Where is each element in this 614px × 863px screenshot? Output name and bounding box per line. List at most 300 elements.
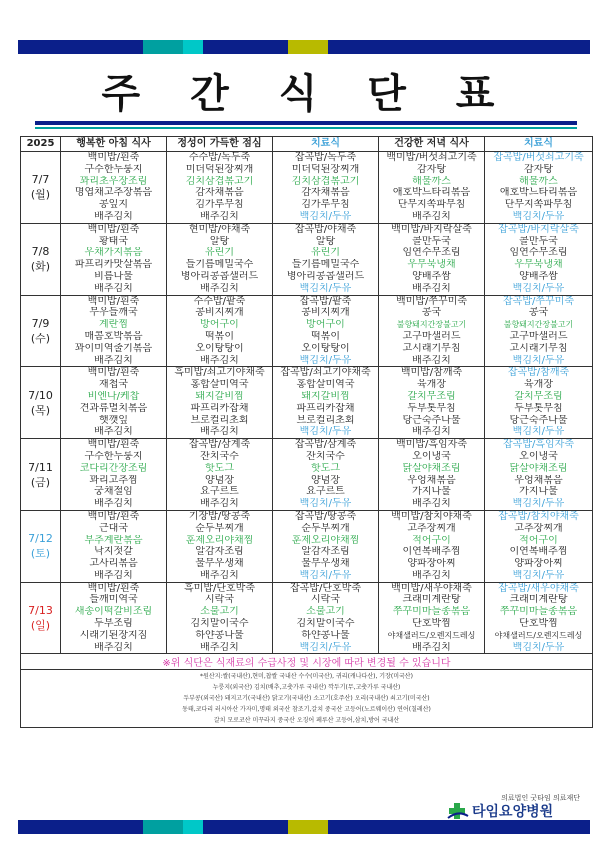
menu-item: 현미밥/야채죽 — [188, 223, 251, 235]
day-weekday: (월) — [30, 188, 51, 202]
menu-item: 갈치무조림 — [514, 390, 563, 402]
menu-item: 순두부찌개 — [195, 522, 244, 534]
origin-info — [21, 670, 593, 728]
lunch-cell — [167, 367, 273, 439]
menu-item: 물무우생채 — [195, 558, 244, 570]
day-date: 7/7 — [31, 173, 50, 187]
menu-item: 잡곡밥/흑임자죽 — [503, 439, 574, 451]
menu-item: 임연수무조림 — [509, 247, 568, 259]
menu-item: 백김치/두유 — [299, 569, 352, 581]
therapeutic-lunch-cell — [273, 223, 379, 295]
menu-item: 백김치/두유 — [299, 641, 352, 653]
menu-item: 두부조림 — [94, 618, 133, 630]
menu-item: 크래미계란탕 — [402, 594, 461, 606]
menu-item: 꽈리초우장조림 — [79, 175, 148, 187]
menu-item: 오이냉국 — [412, 450, 451, 462]
menu-item: 백김치/두유 — [512, 426, 565, 438]
menu-item: 파프리카맛살볶음 — [74, 259, 153, 271]
logo-name: 타임요양병원 — [472, 804, 554, 820]
menu-item: 잡곡밥/바지락살죽 — [498, 223, 579, 235]
header-lunch: 정성이 가득한 점심 — [167, 137, 273, 152]
day-row — [21, 223, 593, 295]
menu-item: 이연복배추찜 — [402, 546, 461, 558]
menu-item: 김치말이국수 — [296, 618, 355, 630]
menu-item: 적어구이 — [412, 534, 451, 546]
breakfast-cell — [61, 582, 167, 654]
menu-item: 떡볶이 — [205, 330, 234, 342]
menu-item: 비름나물 — [94, 270, 133, 282]
menu-item: 고추장찌개 — [407, 522, 456, 534]
day-date: 7/8 — [31, 245, 50, 259]
menu-item: 백김치/두유 — [512, 569, 565, 581]
day-row — [21, 582, 593, 654]
breakfast-cell — [61, 223, 167, 295]
menu-item: 훈제오리야채찜 — [185, 534, 254, 546]
menu-item: 두부톳무침 — [407, 402, 456, 414]
menu-item: 단무지쪽파무침 — [504, 199, 573, 211]
therapeutic-lunch-cell — [273, 295, 379, 367]
breakfast-cell — [61, 295, 167, 367]
breakfast-cell — [61, 510, 167, 582]
menu-item: 갈치무조림 — [407, 390, 456, 402]
menu-item: 잡곡밥/참깨죽 — [507, 367, 570, 379]
menu-item: 김가루무침 — [301, 199, 350, 211]
menu-item: 백미밥/바지락살죽 — [391, 223, 472, 235]
menu-item: 애호박느타리볶음 — [392, 187, 471, 199]
menu-item: 잡곡밥/야채죽 — [294, 223, 357, 235]
dinner-cell — [379, 223, 485, 295]
year-header: 2025 — [21, 137, 61, 152]
menu-item: 백미밥/흰죽 — [87, 295, 140, 307]
therapeutic-lunch-cell — [273, 582, 379, 654]
menu-item: 고추장찌개 — [514, 522, 563, 534]
menu-item: 떡볶이 — [311, 330, 340, 342]
cross-logo-icon — [446, 802, 472, 820]
menu-item: 배추김치 — [94, 210, 133, 222]
therapeutic-lunch-cell — [273, 367, 379, 439]
menu-item: 병아리콩콥샐러드 — [286, 270, 365, 282]
header-dinner: 건강한 저녁 식사 — [379, 137, 485, 152]
menu-item: 오이탕탕이 — [195, 342, 244, 354]
menu-item: 잡곡밥/녹두죽 — [294, 152, 357, 163]
menu-item: 배추김치 — [94, 569, 133, 581]
day-weekday: (금) — [30, 475, 51, 489]
origin-line: *원산지:쌀(국내산),현미,찹쌀 국내산 수수(미국산), 귀리(캐나다산), 기장(미국산) — [200, 673, 413, 681]
menu-item: 쭈꾸미마늘종볶음 — [392, 606, 471, 618]
header-breakfast: 행복한 아침 식사 — [61, 137, 167, 152]
menu-item: 홍합살미역국 — [190, 379, 249, 391]
menu-item: 김치삼겹볶고기 — [185, 175, 254, 187]
menu-item: 야채샐러드/오렌지드레싱 — [494, 630, 583, 640]
menu-item: 요구르트 — [200, 486, 239, 498]
hospital-logo — [446, 793, 596, 819]
menu-item: 수수밥/팥죽 — [193, 295, 246, 307]
menu-item: 우엉채볶음 — [514, 474, 563, 486]
menu-item: 백김치/두유 — [512, 282, 565, 294]
menu-item: 이연복배추찜 — [509, 546, 568, 558]
menu-item: 우무묵냉채 — [514, 259, 563, 271]
menu-item: 방어구이 — [306, 319, 345, 331]
menu-item: 핫도그 — [205, 462, 234, 474]
day-date-cell — [21, 439, 61, 511]
day-weekday: (목) — [30, 403, 51, 417]
therapeutic-lunch-cell — [273, 510, 379, 582]
menu-item: 브로컬리초회 — [296, 414, 355, 426]
menu-item: 불향돼지간장불고기 — [503, 320, 574, 330]
menu-item: 백미밥/쭈꾸미죽 — [396, 295, 467, 307]
menu-item: 하얀콩나물 — [301, 629, 350, 641]
day-weekday: (수) — [30, 331, 51, 345]
menu-item: 코다리간장조림 — [79, 462, 148, 474]
menu-item: 양념장 — [205, 474, 234, 486]
menu-item: 콩국 — [421, 307, 442, 319]
menu-item: 흑미밥/쇠고기야채죽 — [174, 367, 265, 379]
menu-item: 흑미밥/단호박죽 — [184, 582, 255, 594]
menu-item: 명엽채고추장볶음 — [74, 187, 153, 199]
menu-item: 알감자조림 — [195, 546, 244, 558]
dinner-cell — [379, 439, 485, 511]
menu-item: 쭈꾸미마늘종볶음 — [499, 606, 578, 618]
menu-item: 배추김치 — [200, 569, 239, 581]
menu-item: 당근숙주나물 — [509, 414, 568, 426]
menu-item: 배추김치 — [94, 426, 133, 438]
menu-item: 요구르트 — [306, 486, 345, 498]
menu-item: 애호박느타리볶음 — [499, 187, 578, 199]
origin-row — [21, 670, 593, 728]
menu-item: 닭살야채조림 — [402, 462, 461, 474]
menu-item: 브로컬리초회 — [190, 414, 249, 426]
menu-item: 오이탕탕이 — [301, 342, 350, 354]
menu-item: 배추김치 — [94, 354, 133, 366]
day-row — [21, 367, 593, 439]
stripe-segment — [18, 820, 143, 834]
menu-item: 잡곡밥/쭈꾸미죽 — [503, 295, 574, 307]
stripe-segment — [328, 820, 590, 834]
menu-item: 견과류멸치볶음 — [79, 402, 148, 414]
menu-item: 양파장아찌 — [407, 558, 456, 570]
menu-item: 백미밥/흑임자죽 — [396, 439, 467, 451]
therapeutic-dinner-cell — [485, 367, 593, 439]
menu-item: 콜만두국 — [519, 235, 558, 247]
menu-item: 당근숙주나물 — [402, 414, 461, 426]
menu-item: 꽈리고추찜 — [89, 474, 138, 486]
menu-item: 낙지젓갈 — [94, 546, 133, 558]
therapeutic-dinner-cell — [485, 582, 593, 654]
day-row — [21, 510, 593, 582]
menu-item: 배추김치 — [200, 210, 239, 222]
menu-item: 돼지갈비찜 — [301, 390, 350, 402]
menu-item: 백김치/두유 — [299, 426, 352, 438]
menu-item: 방어구이 — [200, 319, 239, 331]
menu-item: 잡곡밥/땅콩죽 — [294, 510, 357, 522]
menu-item: 근대국 — [99, 522, 128, 534]
menu-item: 구수한누룽지 — [84, 163, 143, 175]
menu-item: 배추김치 — [200, 282, 239, 294]
menu-item: 김치말이국수 — [190, 618, 249, 630]
menu-item: 감자채볶음 — [195, 187, 244, 199]
menu-item: 배추김치 — [94, 282, 133, 294]
top-color-stripe — [18, 40, 590, 54]
day-date-cell — [21, 295, 61, 367]
therapeutic-dinner-cell — [485, 295, 593, 367]
menu-item: 백김치/두유 — [512, 354, 565, 366]
menu-item: 해물까스 — [412, 175, 451, 187]
day-date: 7/9 — [31, 316, 50, 330]
menu-item: 배추김치 — [200, 641, 239, 653]
menu-item: 배추김치 — [200, 354, 239, 366]
weekly-menu-table — [20, 136, 593, 728]
menu-item: 잡곡밥/새우야채죽 — [498, 582, 579, 594]
menu-item: 유린기 — [311, 247, 340, 259]
menu-item: 시락국 — [311, 594, 340, 606]
menu-item: 계란찜 — [99, 319, 128, 331]
day-date-cell — [21, 510, 61, 582]
menu-item: 배추김치 — [412, 354, 451, 366]
menu-item: 감자채볶음 — [301, 187, 350, 199]
menu-item: 백김치/두유 — [299, 210, 352, 222]
menu-item: 백김치/두유 — [299, 282, 352, 294]
menu-item: 알감자조림 — [301, 546, 350, 558]
menu-item: 백미밥/버섯쇠고기죽 — [386, 152, 477, 163]
therapeutic-dinner-cell — [485, 152, 593, 224]
origin-line: 동태,코다리 러시아산 가자미,명태 외국산 참조기,갈치 중국산 고등어(노르웨이산) 연어(칠레산) — [182, 706, 431, 714]
menu-item: 잡곡밥/쇠고기야채죽 — [280, 367, 371, 379]
day-weekday: (토) — [30, 547, 51, 561]
menu-item: 햇깻잎 — [99, 414, 128, 426]
menu-item: 단무지쪽파무침 — [397, 199, 466, 211]
notice-row — [21, 654, 593, 670]
menu-item: 백미밥/흰죽 — [87, 439, 140, 451]
page-title: 주 간 식 단 표 — [101, 71, 513, 117]
stripe-segment — [183, 820, 203, 834]
menu-item: 고구마샐러드 — [402, 330, 461, 342]
menu-item: 고사리볶음 — [89, 558, 138, 570]
menu-item: 백미밥/참치야채죽 — [391, 510, 472, 522]
stripe-segment — [288, 820, 328, 834]
therapeutic-lunch-cell — [273, 152, 379, 224]
menu-item: 잡곡밥/단호박죽 — [290, 582, 361, 594]
menu-item: 우무묵냉채 — [407, 259, 456, 271]
menu-item: 황태국 — [99, 235, 128, 247]
menu-item: 배추김치 — [94, 498, 133, 510]
menu-item: 고구마샐러드 — [509, 330, 568, 342]
dinner-cell — [379, 582, 485, 654]
menu-item: 들깨미역국 — [89, 594, 138, 606]
lunch-cell — [167, 152, 273, 224]
menu-item: 물무우생채 — [301, 558, 350, 570]
menu-item: 우채가지볶음 — [84, 247, 143, 259]
menu-item: 잡곡밥/삼계죽 — [188, 439, 251, 451]
lunch-cell — [167, 223, 273, 295]
menu-item: 양배추쌈 — [412, 270, 451, 282]
menu-item: 배추김치 — [412, 569, 451, 581]
menu-item: 백김치/두유 — [299, 498, 352, 510]
lunch-cell — [167, 439, 273, 511]
menu-item: 배추김치 — [412, 641, 451, 653]
menu-item: 감자탕 — [417, 163, 446, 175]
menu-item: 육개장 — [417, 379, 446, 391]
menu-item: 임연수무조림 — [402, 247, 461, 259]
day-date: 7/11 — [28, 460, 53, 474]
menu-item: 하얀콩나물 — [195, 629, 244, 641]
origin-line: 누룽지(외국산) 김치(배추,고춧가루 국내산) 깍두기(무,고춧가루 국내산) — [212, 684, 401, 692]
day-date: 7/13 — [28, 604, 53, 618]
menu-item: 백김치/두유 — [299, 354, 352, 366]
origin-line: 갈치 모로코산 미꾸라지 중국산 오징어 페루산 고등어,삼치,방어 국내산 — [213, 717, 400, 725]
day-row — [21, 152, 593, 224]
logo-subtitle: 의료법인 굿타임 의료재단 — [501, 794, 580, 802]
menu-item: 김가루무침 — [195, 199, 244, 211]
menu-item: 부추계란볶음 — [84, 534, 143, 546]
dinner-cell — [379, 295, 485, 367]
menu-item: 파프리카잡채 — [296, 402, 355, 414]
menu-item: 양파장아찌 — [514, 558, 563, 570]
therapeutic-lunch-cell — [273, 439, 379, 511]
therapeutic-dinner-cell — [485, 223, 593, 295]
menu-item: 들기름메밀국수 — [291, 259, 360, 271]
dinner-cell — [379, 152, 485, 224]
menu-item: 배추김치 — [412, 210, 451, 222]
stripe-segment — [328, 40, 590, 54]
lunch-cell — [167, 295, 273, 367]
menu-item: 배추김치 — [412, 282, 451, 294]
menu-item: 단호박찜 — [519, 618, 558, 630]
day-weekday: (일) — [30, 619, 51, 633]
therapeutic-dinner-cell — [485, 510, 593, 582]
menu-item: 꽈이미역줄기볶음 — [74, 342, 153, 354]
menu-item: 비엔나/케찹 — [87, 390, 140, 402]
menu-item: 단호박찜 — [412, 618, 451, 630]
day-date-cell — [21, 582, 61, 654]
day-row — [21, 439, 593, 511]
menu-item: 두부톳무침 — [514, 402, 563, 414]
menu-item: 백미밥/새우야채죽 — [391, 582, 472, 594]
breakfast-cell — [61, 367, 167, 439]
menu-item: 백미밥/흰죽 — [87, 223, 140, 235]
menu-item: 잡곡밥/참치야채죽 — [498, 510, 579, 522]
dinner-cell — [379, 367, 485, 439]
menu-item: 야채샐러드/오렌지드레싱 — [387, 630, 476, 640]
menu-item: 콩국 — [528, 307, 549, 319]
menu-item: 콩비지찌개 — [195, 307, 244, 319]
menu-item: 알탕 — [315, 235, 336, 247]
menu-item: 백김치/두유 — [512, 498, 565, 510]
menu-item: 홍합살미역국 — [296, 379, 355, 391]
stripe-segment — [18, 40, 143, 54]
menu-item: 들기름메밀국수 — [185, 259, 254, 271]
bottom-color-stripe — [18, 820, 590, 834]
menu-item: 육개장 — [524, 379, 553, 391]
menu-item: 가지나물 — [412, 486, 451, 498]
menu-item: 해물까스 — [519, 175, 558, 187]
header-therapeutic-dinner: 치료식 — [485, 137, 593, 152]
notice-text: ※위 식단은 식재료의 수급사정 및 시장에 따라 변경될 수 있습니다 — [21, 654, 593, 670]
lunch-cell — [167, 510, 273, 582]
menu-item: 잡곡밥/버섯쇠고기죽 — [493, 152, 584, 163]
stripe-segment — [203, 820, 288, 834]
menu-item: 백미밥/흰죽 — [87, 152, 140, 163]
origin-line: 두부콩(외국산) 돼지고기(국내산) 닭고기(국내산) 소고기(호주산) 오리(국내산) 쇠고기(미국산) — [183, 695, 430, 703]
menu-item: 백미밥/참깨죽 — [400, 367, 463, 379]
menu-item: 백미밥/흰죽 — [87, 367, 140, 379]
title-underline — [35, 121, 577, 125]
menu-item: 새송이떡갈비조림 — [74, 606, 153, 618]
menu-item: 백김치/두유 — [512, 210, 565, 222]
header-row — [21, 137, 593, 152]
menu-item: 백김치/두유 — [512, 641, 565, 653]
day-date: 7/12 — [28, 532, 53, 546]
menu-item: 훈제오리야채찜 — [291, 534, 360, 546]
menu-item: 콜만두국 — [412, 235, 451, 247]
menu-item: 백미밥/흰죽 — [87, 510, 140, 522]
menu-item: 백미밥/흰죽 — [87, 582, 140, 594]
menu-item: 알탕 — [209, 235, 230, 247]
menu-item: 유린기 — [205, 247, 234, 259]
menu-item: 기장밥/땅콩죽 — [188, 510, 251, 522]
menu-item: 김치삼겹볶고기 — [291, 175, 360, 187]
title-underline-accent — [35, 127, 577, 129]
menu-item: 고시래기무침 — [402, 342, 461, 354]
menu-item: 매콤호박볶음 — [84, 330, 143, 342]
menu-item: 고시래기무침 — [509, 342, 568, 354]
menu-item: 병아리콩콥샐러드 — [180, 270, 259, 282]
menu-item: 잡곡밥/삼계죽 — [294, 439, 357, 451]
day-date-cell — [21, 152, 61, 224]
menu-item: 가지나물 — [519, 486, 558, 498]
menu-item: 잡곡밥/팥죽 — [299, 295, 352, 307]
menu-item: 불향돼지간장불고기 — [396, 320, 467, 330]
menu-item: 배추김치 — [94, 641, 133, 653]
menu-item: 무우들깨국 — [89, 307, 138, 319]
day-date: 7/10 — [28, 388, 53, 402]
menu-item: 잔치국수 — [306, 450, 345, 462]
menu-item: 순두부찌개 — [301, 522, 350, 534]
day-date-cell — [21, 367, 61, 439]
day-weekday: (화) — [30, 260, 51, 274]
day-row — [21, 295, 593, 367]
stripe-segment — [288, 40, 328, 54]
menu-item: 적어구이 — [519, 534, 558, 546]
menu-body — [21, 152, 593, 654]
lunch-cell — [167, 582, 273, 654]
dinner-cell — [379, 510, 485, 582]
stripe-segment — [143, 40, 183, 54]
menu-item: 감자탕 — [524, 163, 553, 175]
menu-item: 시락국 — [205, 594, 234, 606]
menu-item: 구수한누룽지 — [84, 450, 143, 462]
menu-item: 배추김치 — [200, 426, 239, 438]
day-date-cell — [21, 223, 61, 295]
menu-item: 콩잎지 — [99, 199, 128, 211]
menu-item: 양념장 — [311, 474, 340, 486]
menu-item: 배추김치 — [200, 498, 239, 510]
therapeutic-dinner-cell — [485, 439, 593, 511]
menu-item: 닭살야채조림 — [509, 462, 568, 474]
menu-item: 우엉채볶음 — [407, 474, 456, 486]
menu-item: 재첩국 — [99, 379, 128, 391]
menu-item: 잔치국수 — [200, 450, 239, 462]
menu-item: 미더덕된장찌개 — [291, 163, 360, 175]
menu-item: 오이냉국 — [519, 450, 558, 462]
breakfast-cell — [61, 152, 167, 224]
menu-item: 수수밥/녹두죽 — [188, 152, 251, 163]
menu-item: 배추김치 — [412, 498, 451, 510]
menu-item: 배추김치 — [412, 426, 451, 438]
stripe-segment — [143, 820, 183, 834]
menu-item: 핫도그 — [311, 462, 340, 474]
menu-item: 소불고기 — [200, 606, 239, 618]
menu-item: 콩비지찌개 — [301, 307, 350, 319]
